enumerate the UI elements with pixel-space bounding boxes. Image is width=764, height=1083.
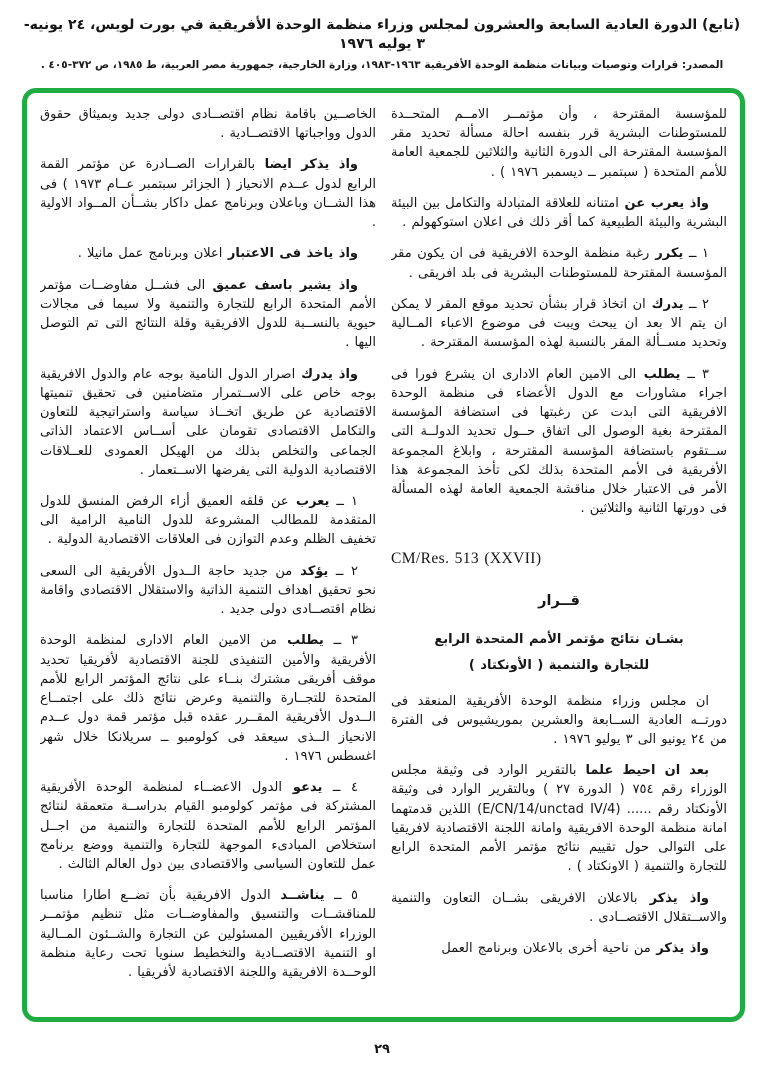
paragraph-text: اعلان وبرنامج عمل مانيلا . <box>77 246 223 262</box>
resolution-subtitle <box>391 657 727 676</box>
resolution-ref <box>391 548 727 571</box>
paragraph-text: اصرار الدول النامية بوجه عام والدول الافريقية بوجه خاص على الاســتمرار متضامنين فى تحقيق تنميتها الاقتصادية عن طريق اتخــاذ سياسة واستراتيجية للتعاون والتكامل الاقتصادى تقومان على أســاس الاعتماد الذاتى الجماعى والتخلص بذلك من الهيكل العمودى للعــلاقات الاقتصادية الدولية التى يفرضها الاســتعمار . <box>40 366 376 478</box>
bold-lead: يكرر <box>649 246 684 262</box>
paragraph-text: الدول الافريقية بأن تضــع اطارا مناسبا للمناقشــات والتنسيق والمفاوضــات مثل تنظيم مؤتمــر الوزراء الأفريقيين المسئولين عن التجارة والشــئون المــالية او التنمية الاقتصــادية والتخطيط سنويا تحت رعاية منظمة الوحــدة الافريقية واللجنة الاقتصادية لأفريقيا . <box>40 888 376 981</box>
paragraph-text: للمؤسسة المقترحة ، وأن مؤتمــر الامــم المتحــدة للمستوطنات البشرية قرر بنفسه احالة مسألة تحديد مقر المؤسسة المقترحة الى الدورة الثانية والثلاثين للجمعية العامة للأمم المتحدة ( سبتمبر ــ ديسمبر ١٩٧٦ ) . <box>391 107 727 180</box>
paragraph <box>391 692 727 750</box>
paragraph <box>40 492 376 550</box>
paragraph-text: امتنانه للعلاقة المتبادلة والتكامل بين البيئة البشرية والبيئة الطبيعية كما أقر ذلك فى اعلان استوكهولم . <box>391 195 727 231</box>
page-header <box>0 16 764 71</box>
paragraph <box>391 244 727 282</box>
paragraph-text: CM/Res. 513 (XXVII) <box>391 550 542 568</box>
bold-lead: يدرك <box>645 296 684 312</box>
item-number: ١ ــ <box>329 493 358 509</box>
paragraph-text: قــرار <box>538 593 580 610</box>
paragraph-text: بالتقرير الوارد فى وثيقة مجلس الوزراء رقم ٧٥٤ ( الدورة ٢٧ ) وبالتقرير الوارد فى وثيقة الأونكتاد رقم ...... (E/CN/14/unctad IV/4) اللذين قدمتهما امانة منظمة الوحدة الافريقية وامانة اللجنة الاقتصادية لافريقيا على التوالى حول تقييم نتائج مؤتمر الأمم المتحدة الرابع للتجارة والتنمية ( الاونكتاد ) . <box>391 763 727 875</box>
header-source-line: المصدر: قرارات وتوصيات وبيانات منظمة الوحدة الأفريقية ١٩٦٣-١٩٨٣، وزارة الخارجية، جمهورية مصر العربية، ط ١٩٨٥، ص ٣٧٢-٤٠٥ . <box>40 58 724 71</box>
bold-lead: واذ ياخذ فى الاعتبار <box>222 246 358 262</box>
bold-lead: يناشــد <box>270 888 325 904</box>
paragraph <box>40 778 376 874</box>
item-number: ٥ ــ <box>324 888 358 904</box>
bold-lead: واذ يذكر <box>637 890 709 906</box>
item-number: ٤ ــ <box>322 780 359 796</box>
paragraph-text: رغبة منظمة الوحدة الافريقية فى ان يكون مقر المؤسسة المقترحة للمستوطنات البشرية فى بلد افريقى . <box>391 246 727 281</box>
item-number: ٢ ــ <box>683 296 709 312</box>
paragraph-text: بشـان نتائج مؤتمر الأمم المتحدة الرابع <box>434 631 684 647</box>
paragraph-text: للتجارة والتنمية ( الأونكتاد ) <box>468 657 650 673</box>
bold-lead: واذ يشير باسف عميق <box>205 277 358 293</box>
paragraph <box>40 886 376 982</box>
resolution-subtitle <box>391 631 727 650</box>
paragraph-text: ان مجلس وزراء منظمة الوحدة الأفريقية المنعقد فى دورتــه العادية الســابعة والعشرين بموريشيوس فى الفترة من ٢٤ يونيو الى ٣ يوليو ١٩٧٦ . <box>391 693 727 747</box>
paragraph <box>40 155 376 232</box>
header-session-title: (تابع) الدورة العادية السابعة والعشرون لمجلس وزراء منظمة الوحدة الأفريقية في بورت لويس، ٢٤ يونيه- ٣ يوليه ١٩٧٦ <box>23 17 741 52</box>
paragraph <box>391 939 727 958</box>
column-left <box>40 105 376 1005</box>
paragraph-text: الخاصــين باقامة نظام اقتصــادى دولى جديد وبميثاق حقوق الدول وواجباتها الاقتصــادية . <box>40 107 376 142</box>
paragraph <box>391 761 727 876</box>
item-number: ٢ ــ <box>328 563 358 579</box>
paragraph <box>40 631 376 766</box>
resolution-title <box>391 591 727 612</box>
bold-lead: يؤكد <box>292 563 329 579</box>
bold-lead: واذ يدرك <box>295 366 358 382</box>
paragraph <box>40 276 376 353</box>
paragraph <box>40 562 376 620</box>
green-content-frame <box>22 88 745 1022</box>
bold-lead: يطلب <box>276 633 324 649</box>
bold-lead: واذ يذكر <box>650 941 709 957</box>
bold-lead: يطلب <box>636 366 681 382</box>
page-number: ٢٩ <box>374 1042 390 1057</box>
paragraph <box>40 244 376 263</box>
bold-lead: يعرب <box>288 493 330 509</box>
bold-lead: يدعو <box>282 780 323 796</box>
paragraph-text: بالاعلان الافريقى بشــان التعاون والتنمية والاســتقلال الاقتصــادى . <box>391 890 727 925</box>
item-number: ١ ــ <box>683 246 710 262</box>
paragraph <box>40 365 376 480</box>
paragraph-text: ان اتخاذ قرار بشأن تحديد موقع المقر لا يمكن ان يتم الا بعد ان يبحث ويبت فى موضوع الاعباء المــالية وتحديد مســألة المقر بالنسبة لهذه المؤسسة المقترحة . <box>391 296 727 351</box>
paragraph-text: من ناحية أخرى بالاعلان وبرنامج العمل <box>441 941 651 957</box>
paragraph <box>40 105 376 143</box>
paragraph <box>391 194 727 232</box>
paragraph-text: بالقرارات الصــادرة عن مؤتمر القمة الرابع لدول عــدم الانحياز ( الجزائر سبتمبر عــام ١٩٧٣ ) فى هذا الشــان وباعلان وبرنامج عمل داكار بشــأن المــواد الاولية . <box>40 157 376 231</box>
paragraph-text: الى فشــل مفاوضــات مؤتمر الأمم المتحدة الرابع للتجارة والتنمية ولا سيما فى مجالات حيوية بالنســبة للدول الافريقية وقلة النتائج التى تم التوصل اليها . <box>40 277 376 351</box>
paragraph-text: الدول الاعضــاء لمنظمة الوحدة الأفريقية المشتركة فى مؤتمر كولومبو القيام بدراســة متعمقة لنتائج المؤتمر الرابع للأمم المتحدة للتجارة والتنمية من اجــل استخلاص المبادىء الموجهة للتجارة والتنمية ووضع برنامج عمل للتعاون السياسى والاقتصادى بين دول العالم الثالث . <box>40 780 376 872</box>
paragraph-text: عن قلقه العميق أزاء الرفض المنسق للدول المتقدمة للمطالب المشروعة للدول النامية الرامية الى تخفيف الظلم وعدم التوازن فى العلاقات الاقتصادية الدولية . <box>40 493 376 548</box>
paragraph <box>391 105 727 182</box>
two-column-layout <box>40 105 727 1005</box>
bold-lead: واذ يعرب عن <box>618 195 709 211</box>
paragraph <box>391 889 727 927</box>
item-number: ٣ ــ <box>323 633 358 649</box>
bold-lead: بعد ان احيط علما <box>576 763 709 779</box>
column-right <box>391 105 727 1005</box>
paragraph-text: من جديد حاجة الــدول الأفريقية الى السعى نحو تحقيق اهداف التنمية الذاتية والاستقلال الاقتصادى واقامة نظام اقتصــادى دولى جديد . <box>40 563 376 618</box>
paragraph-text: الى الامين العام الادارى ان يشرع فورا فى اجراء مشاورات مع الدول الأعضاء فى منظمة الوحدة الافريقية التى ابدت عن رغبتها فى استضافة المؤسسة المقترحة بغية الوصول الى اتفاق حــول تحديد الدولــة التى ســتقوم باستضافة المؤسسة المقترحة ، وابلاغ المجموعة الأفريقية فى الأمم المتحدة بذلك لكى تأخذ المجموعة هذا الأمر فى الاعتبار خلال مناقشة الجمعية العامة لهذه المسألة فى دورتها الثانية والثلاثين . <box>391 366 727 517</box>
paragraph <box>391 295 727 353</box>
paragraph-text: من الامين العام الادارى لمنظمة الوحدة الأفريقية والأمين التنفيذى للجنة الاقتصادية لأفريقيا تحديد موقف أفريقى مشترك بنــاء على نتائج المؤتمر الرابع للأمم المتحدة للتجــارة والتنمية وعرض نتائج ذلك على اجتمــاع الــدول الأفريقية المقــرر عقده قبل مؤتمر قمة دول عــدم الانحياز الــذى سيعقد فى كولومبو ــ سريلانكا خلال شهر اغسطس ١٩٧٦ . <box>40 633 376 764</box>
bold-lead: واذ يذكر ايضا <box>255 157 358 173</box>
item-number: ٣ ــ <box>680 366 709 382</box>
paragraph <box>391 365 727 519</box>
